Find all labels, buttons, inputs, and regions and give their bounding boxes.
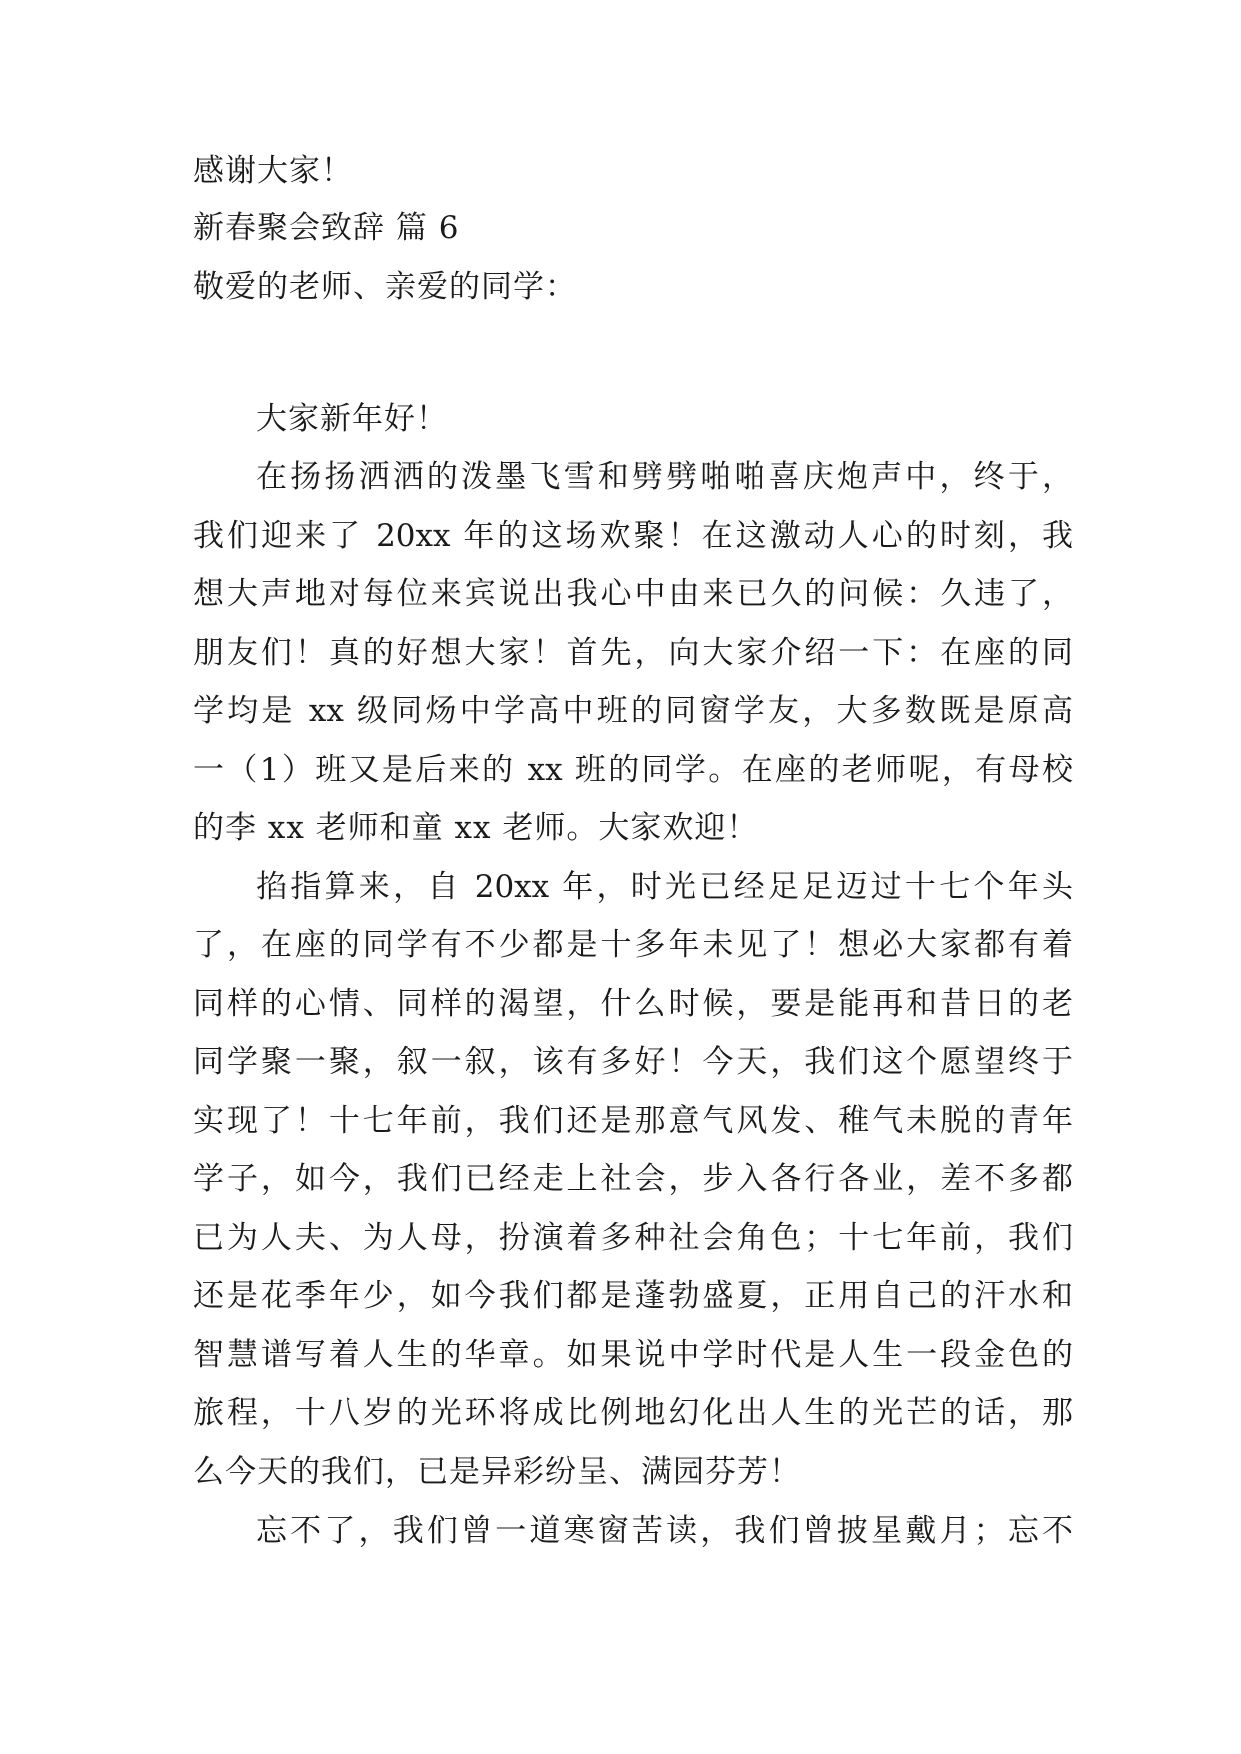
section-title: 新春聚会致辞 篇 6 xyxy=(193,210,460,246)
paragraph-line: 想大声地对每位来宾说出我心中由来已久的问候：久违了， xyxy=(193,576,1073,612)
paragraph-line: 在扬扬洒洒的泼墨飞雪和劈劈啪啪喜庆炮声中，终于， xyxy=(256,459,1073,495)
paragraph-line: 还是花季年少，如今我们都是蓬勃盛夏，正用自己的汗水和 xyxy=(193,1278,1073,1314)
paragraph-line: 旅程，十八岁的光环将成比例地幻化出人生的光芒的话，那 xyxy=(193,1395,1073,1431)
paragraph-line: 实现了！十七年前，我们还是那意气风发、稚气未脱的青年 xyxy=(193,1103,1073,1139)
paragraph-line: 朋友们！真的好想大家！首先，向大家介绍一下：在座的同 xyxy=(193,635,1073,671)
paragraph-line: 已为人夫、为人母，扮演着多种社会角色；十七年前，我们 xyxy=(193,1220,1073,1256)
closing-thanks: 感谢大家！ xyxy=(193,153,353,189)
salutation: 敬爱的老师、亲爱的同学： xyxy=(193,269,577,305)
paragraph-line: 一（1）班又是后来的 xx 班的同学。在座的老师呢，有母校 xyxy=(193,752,1073,788)
paragraph-line: 忘不了，我们曾一道寒窗苦读，我们曾披星戴月；忘不 xyxy=(256,1513,1073,1549)
paragraph-line: 学均是 xx 级同炀中学高中班的同窗学友，大多数既是原高 xyxy=(193,693,1073,729)
paragraph-line: 智慧谱写着人生的华章。如果说中学时代是人生一段金色的 xyxy=(193,1337,1073,1373)
paragraph-line: 我们迎来了 20xx 年的这场欢聚！在这激动人心的时刻，我 xyxy=(193,518,1073,554)
paragraph-line: 同学聚一聚，叙一叙，该有多好！今天，我们这个愿望终于 xyxy=(193,1044,1073,1080)
paragraph-line: 学子，如今，我们已经走上社会，步入各行各业，差不多都 xyxy=(193,1161,1073,1197)
paragraph-line: 同样的心情、同样的渴望，什么时候，要是能再和昔日的老 xyxy=(193,986,1073,1022)
paragraph-line: 么今天的我们，已是异彩纷呈、满园芬芳！ xyxy=(193,1454,801,1490)
paragraph-line: 掐指算来，自 20xx 年，时光已经足足迈过十七个年头 xyxy=(256,869,1073,905)
greeting: 大家新年好！ xyxy=(256,401,448,437)
paragraph-line: 的李 xx 老师和童 xx 老师。大家欢迎！ xyxy=(193,810,759,846)
paragraph-line: 了，在座的同学有不少都是十多年未见了！想必大家都有着 xyxy=(193,927,1073,963)
